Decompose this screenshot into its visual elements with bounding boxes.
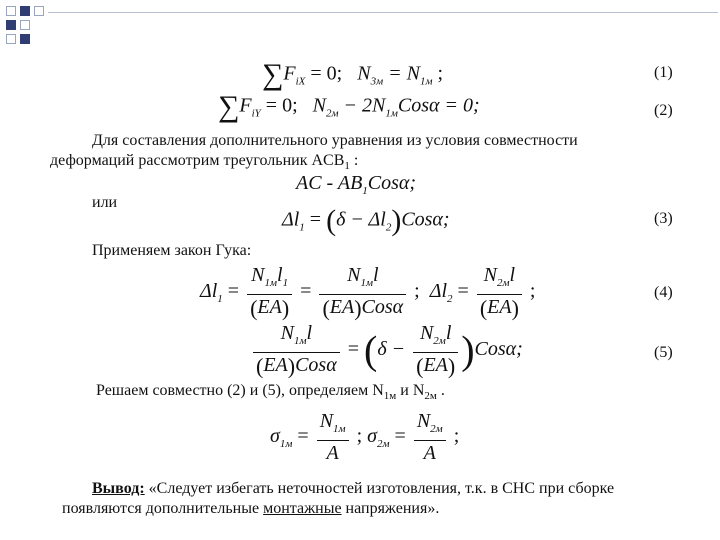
deco-square (6, 6, 16, 16)
equation-sigma: $\sigma_{1м}$ = $\frac{N_{1м}}{A}$ ; $\sigma_{2м}$ = $\frac{N_{2м}}{A}$ ; (270, 410, 460, 464)
equation-number-1: (1) (654, 64, 673, 81)
deco-square (34, 6, 44, 16)
equation-5: $\frac{N_{1м}l}{\text{(EA)Cosα}}$ = (δ − $\frac{N_{2м}l}{(EA)}$ )Cosα; (250, 322, 523, 378)
equation-triangle: AC - $AB_1Cos\alpha$; (296, 172, 417, 197)
fraction: $\frac{N_{2м}}{A}$ (414, 410, 446, 465)
conclusion-line-2: появляются дополнительные монтажные напряжения». (62, 500, 440, 517)
conclusion-label: Вывод: (92, 480, 145, 497)
conclusion-line-1: Вывод: «Следует избегать неточностей изготовления, т.к. в СНС при сборке (92, 480, 615, 497)
fraction: $\frac{N_{1м}l}{\text{(EA)Cosα}}$ (253, 322, 340, 378)
deco-square (6, 34, 16, 44)
deco-square (6, 20, 16, 30)
solve-text: Решаем совместно (2) и (5), определяем $N_{1м}$ и $N_{2м}$ . (96, 382, 445, 403)
equation-3: $\Delta l_1 = (\delta - \Delta l_2)Cos\alpha$; (282, 204, 450, 237)
equation-number-5: (5) (654, 344, 673, 361)
equation-number-3: (3) (654, 210, 673, 227)
fraction: $\frac{N_{1м}l_1}{(EA)}$ (247, 264, 292, 320)
equation-1: $\sum F_{iX} = 0$; $N_{3м} = N_{1м}$ ; (262, 58, 444, 91)
fraction: $\frac{N_{1м}l}{\text{(EA)Cosα}}$ (319, 264, 406, 320)
equation-2: $\sum F_{iY} = 0$; $N_{2м} - 2N_{1м}Cos\alpha = 0$; (218, 90, 480, 123)
deco-square (20, 6, 30, 16)
or-label: или (92, 194, 118, 211)
deco-line (48, 12, 718, 13)
hooke-label: Применяем закон Гука: (92, 242, 252, 259)
deco-square (20, 20, 30, 30)
paragraph-line-1: Для составления дополнительного уравнения из условия совместности (92, 132, 578, 149)
fraction: $\frac{N_{2м}l}{(EA)}$ (477, 264, 522, 320)
fraction: $\frac{N_{2м}l}{(EA)}$ (413, 322, 458, 378)
deco-square (20, 34, 30, 44)
slide-decoration (0, 0, 720, 50)
equation-number-4: (4) (654, 284, 673, 301)
equation-number-2: (2) (654, 102, 673, 119)
equation-4: $\Delta l_1$ = $\frac{N_{1м}l_1}{(EA)}$ = $\frac{N_{1м}l}{\text{(EA)Cosα}}$ ; $\Delta l_2$ = $\frac{N_{2м}l}{(EA)}$ ; (200, 264, 536, 321)
paragraph-line-2: деформаций рассмотрим треугольник $ACB_1$ : (50, 152, 359, 173)
fraction: $\frac{N_{1м}}{A}$ (317, 410, 349, 465)
